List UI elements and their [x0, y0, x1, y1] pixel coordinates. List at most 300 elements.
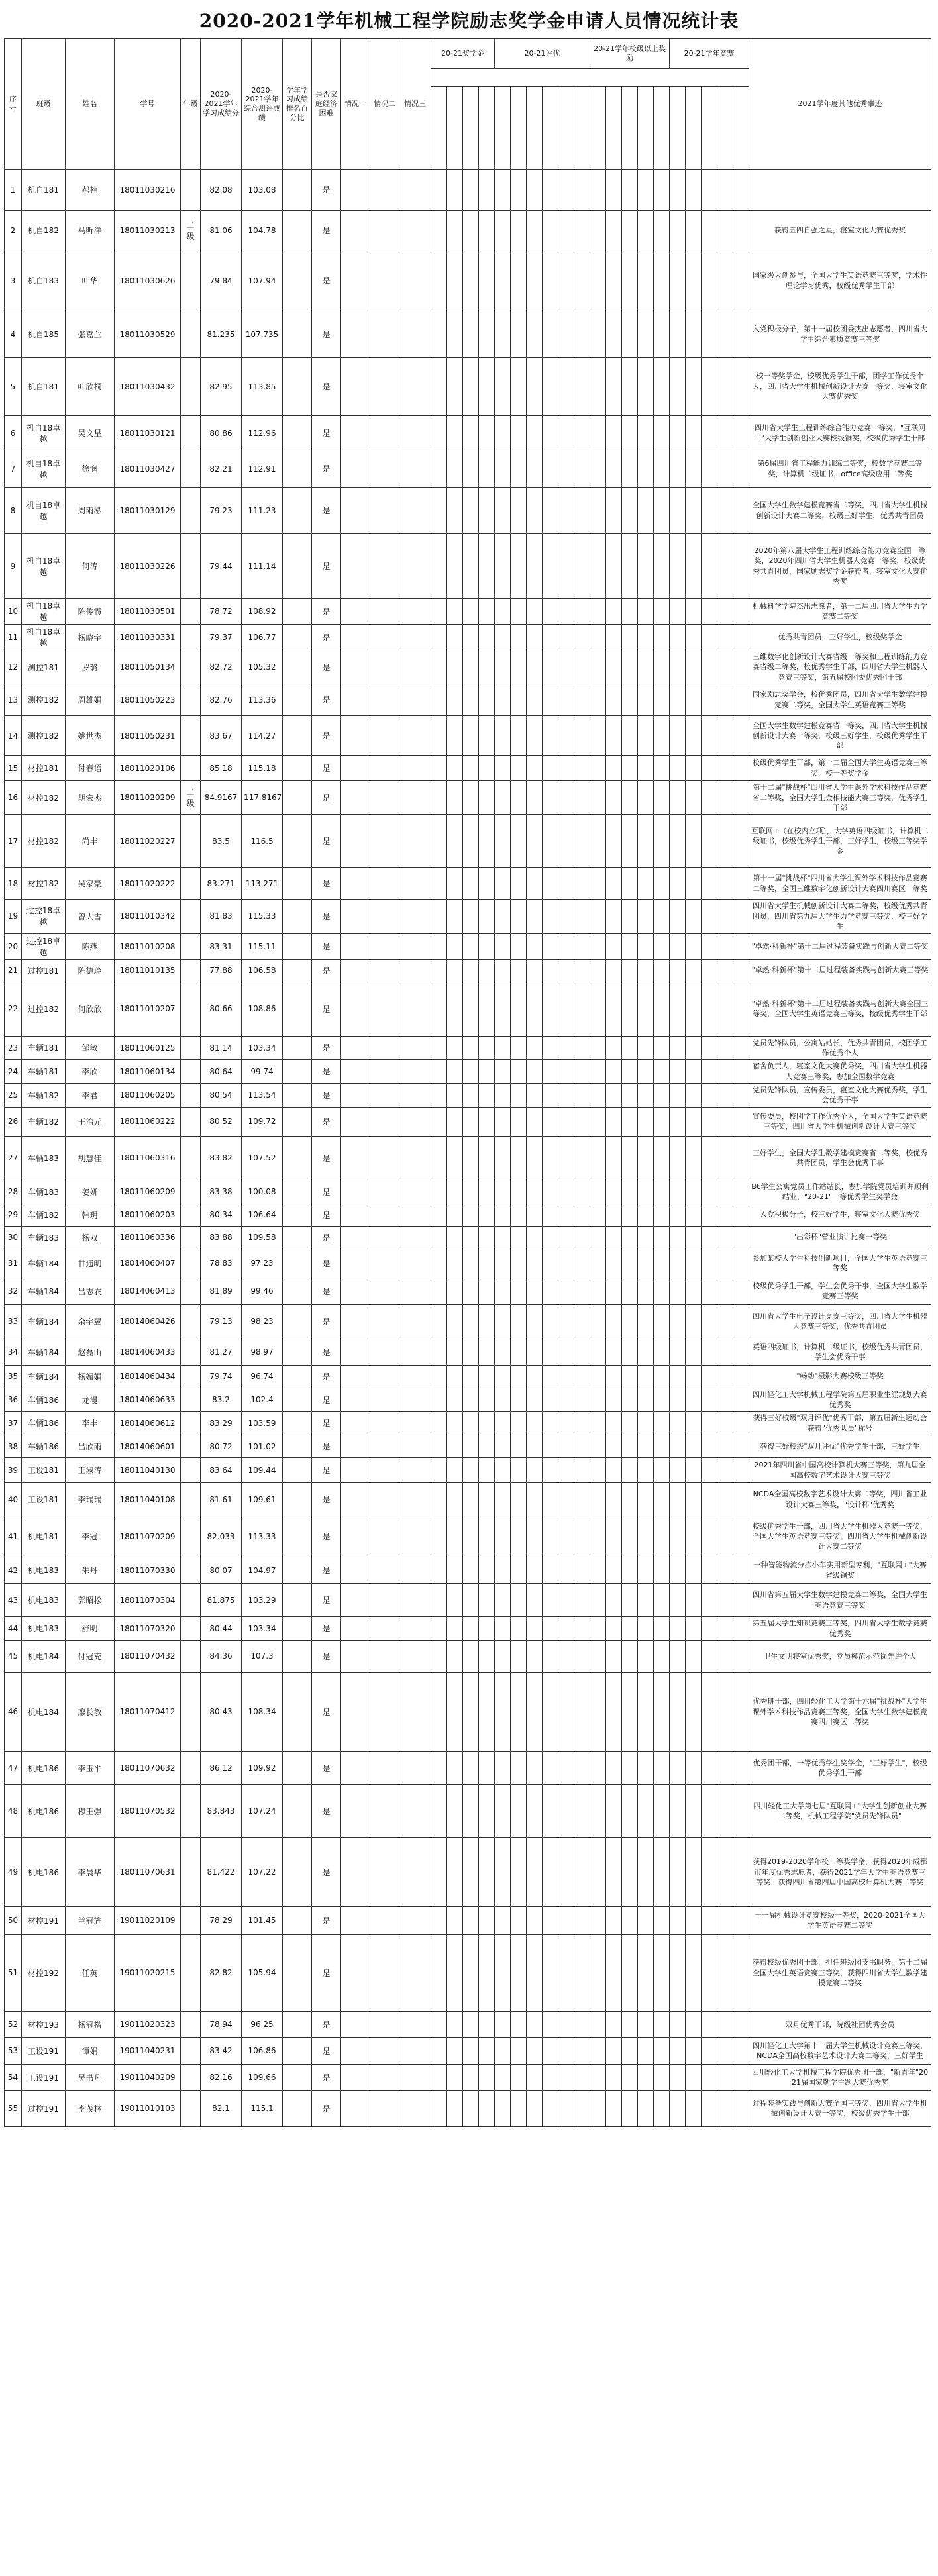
- row-flag-cell: [543, 982, 558, 1036]
- row-flag-cell: [590, 1516, 606, 1557]
- row-class: 机电184: [22, 1640, 66, 1672]
- row-flag-cell: [638, 900, 654, 933]
- row-flag-cell: [733, 2011, 749, 2037]
- row-class: 车辆184: [22, 1304, 66, 1339]
- row-flag-cell: [733, 1617, 749, 1641]
- row-flag-cell: [590, 1084, 606, 1108]
- row-comprehensive: 115.11: [242, 933, 283, 959]
- row-flag-cell: [638, 1751, 654, 1784]
- row-difficulty: 是: [312, 170, 341, 211]
- row-flag-cell: [479, 1084, 495, 1108]
- row-flag-cell: [717, 684, 733, 716]
- row-seq: 5: [5, 358, 22, 416]
- row-flag-cell: [638, 1388, 654, 1412]
- header-group-honor: 20-21评优: [495, 39, 590, 69]
- table-row: [5, 450, 931, 488]
- row-flag-cell: [622, 450, 638, 488]
- row-flag-cell: [495, 1483, 511, 1516]
- row-award-text: 2021年四川省中国高校计算机大赛三等奖，第九届全国高校数字艺术设计大赛三等奖: [749, 1458, 931, 1483]
- row-flag-cell: [670, 1249, 686, 1278]
- row-flag-cell: [447, 2011, 463, 2037]
- row-seq: 35: [5, 1365, 22, 1388]
- row-name: 甘通明: [66, 1249, 115, 1278]
- row-difficulty: 是: [312, 1435, 341, 1458]
- row-flag-cell: [447, 781, 463, 815]
- row-flag-cell: [431, 534, 447, 599]
- row-flag-cell: [511, 2037, 527, 2064]
- row-flag-cell: [463, 1412, 479, 1435]
- row-flag-cell: [543, 1784, 558, 1837]
- row-year: [181, 1640, 201, 1672]
- row-flag-cell: [590, 1483, 606, 1516]
- row-flag-cell: [341, 358, 370, 416]
- row-flag-cell: [511, 1060, 527, 1084]
- row-flag-cell: [717, 1458, 733, 1483]
- row-flag-cell: [622, 1204, 638, 1226]
- row-flag-cell: [399, 1304, 431, 1339]
- row-seq: 34: [5, 1339, 22, 1365]
- row-comprehensive: 111.14: [242, 534, 283, 599]
- row-flag-cell: [558, 488, 574, 534]
- row-flag-cell: [341, 311, 370, 358]
- row-flag-cell: [702, 534, 717, 599]
- row-student-id: 18011070532: [115, 1784, 181, 1837]
- row-flag-cell: [511, 1837, 527, 1906]
- row-rank: [283, 756, 312, 781]
- row-comprehensive: 112.96: [242, 416, 283, 450]
- row-year: [181, 1751, 201, 1784]
- row-flag-cell: [574, 1672, 590, 1751]
- row-flag-cell: [370, 1458, 399, 1483]
- row-difficulty: 是: [312, 1136, 341, 1180]
- row-name: 李君: [66, 1084, 115, 1108]
- row-flag-cell: [670, 488, 686, 534]
- row-seq: 26: [5, 1107, 22, 1136]
- row-flag-cell: [686, 534, 702, 599]
- row-flag-cell: [341, 1640, 370, 1672]
- row-student-id: 18011030331: [115, 625, 181, 650]
- row-flag-cell: [558, 1304, 574, 1339]
- header-col-c: 情况三: [399, 39, 431, 170]
- row-flag-cell: [574, 534, 590, 599]
- row-flag-cell: [399, 599, 431, 625]
- row-flag-cell: [686, 1412, 702, 1435]
- row-flag-cell: [717, 1180, 733, 1204]
- row-flag-cell: [399, 1483, 431, 1516]
- row-class: 车辆181: [22, 1036, 66, 1060]
- row-flag-cell: [670, 1388, 686, 1412]
- row-name: 李晨华: [66, 1837, 115, 1906]
- row-class: 材控192: [22, 1934, 66, 2011]
- row-flag-cell: [399, 1435, 431, 1458]
- row-rank: [283, 2011, 312, 2037]
- row-flag-cell: [341, 868, 370, 900]
- row-flag-cell: [431, 311, 447, 358]
- row-flag-cell: [686, 211, 702, 250]
- row-award-text: 国家励志奖学金，校优秀团员，四川省大学生数学建模竞赛二等奖，全国大学生英语竞赛三等奖: [749, 684, 931, 716]
- row-rank: [283, 1180, 312, 1204]
- row-flag-cell: [495, 1204, 511, 1226]
- row-class: 材控181: [22, 756, 66, 781]
- row-flag-cell: [702, 1204, 717, 1226]
- row-flag-cell: [638, 1226, 654, 1249]
- row-flag-cell: [527, 1388, 543, 1412]
- row-flag-cell: [558, 982, 574, 1036]
- row-flag-cell: [702, 1304, 717, 1339]
- row-flag-cell: [574, 1435, 590, 1458]
- row-class: 车辆186: [22, 1388, 66, 1412]
- row-comprehensive: 109.61: [242, 1483, 283, 1516]
- row-flag-cell: [702, 1584, 717, 1617]
- row-flag-cell: [479, 416, 495, 450]
- row-flag-cell: [463, 1226, 479, 1249]
- row-award-text: 英语四级证书，计算机二级证书，校级优秀共青团员，学生会优秀干事: [749, 1339, 931, 1365]
- row-award-text: 入党积极分子，校三好学生，寝室文化大赛优秀奖: [749, 1204, 931, 1226]
- table-row: [5, 416, 931, 450]
- row-flag-cell: [702, 170, 717, 211]
- row-flag-cell: [654, 1617, 670, 1641]
- row-gpa: 81.875: [201, 1584, 242, 1617]
- row-flag-cell: [399, 1784, 431, 1837]
- row-flag-cell: [702, 311, 717, 358]
- row-flag-cell: [590, 756, 606, 781]
- row-flag-cell: [590, 2011, 606, 2037]
- row-flag-cell: [447, 2037, 463, 2064]
- row-flag-cell: [622, 311, 638, 358]
- row-comprehensive: 103.34: [242, 1617, 283, 1641]
- row-flag-cell: [702, 1339, 717, 1365]
- row-flag-cell: [654, 170, 670, 211]
- row-flag-cell: [574, 1837, 590, 1906]
- row-flag-cell: [702, 2090, 717, 2126]
- row-flag-cell: [341, 2090, 370, 2126]
- row-flag-cell: [686, 1249, 702, 1278]
- row-flag-cell: [606, 868, 622, 900]
- row-gpa: 83.88: [201, 1226, 242, 1249]
- table-row: [5, 2064, 931, 2090]
- row-flag-cell: [590, 170, 606, 211]
- row-flag-cell: [558, 1640, 574, 1672]
- row-flag-cell: [686, 625, 702, 650]
- row-award-text: 获得三好校级"双月评优"优秀干部，第五届新生运动会获得"优秀队员"称号: [749, 1412, 931, 1435]
- row-comprehensive: 97.23: [242, 1249, 283, 1278]
- row-gpa: 80.54: [201, 1084, 242, 1108]
- row-seq: 14: [5, 716, 22, 756]
- row-flag-cell: [399, 1084, 431, 1108]
- row-flag-cell: [654, 534, 670, 599]
- row-gpa: 81.14: [201, 1036, 242, 1060]
- row-flag-cell: [574, 1365, 590, 1388]
- row-seq: 38: [5, 1435, 22, 1458]
- row-flag-cell: [543, 450, 558, 488]
- row-flag-cell: [495, 650, 511, 684]
- row-name: 李瑞瑞: [66, 1483, 115, 1516]
- row-flag-cell: [638, 1136, 654, 1180]
- row-flag-cell: [686, 1136, 702, 1180]
- row-flag-cell: [399, 1107, 431, 1136]
- row-flag-cell: [590, 1107, 606, 1136]
- row-difficulty: 是: [312, 1617, 341, 1641]
- row-flag-cell: [590, 534, 606, 599]
- row-flag-cell: [370, 250, 399, 311]
- row-flag-cell: [495, 1934, 511, 2011]
- row-flag-cell: [527, 1584, 543, 1617]
- row-flag-cell: [447, 1516, 463, 1557]
- row-seq: 30: [5, 1226, 22, 1249]
- row-flag-cell: [606, 1339, 622, 1365]
- row-flag-cell: [527, 2090, 543, 2126]
- row-flag-cell: [686, 2090, 702, 2126]
- row-flag-cell: [717, 1557, 733, 1584]
- row-flag-cell: [495, 599, 511, 625]
- row-year: [181, 1584, 201, 1617]
- row-flag-cell: [717, 1365, 733, 1388]
- row-flag-cell: [543, 1557, 558, 1584]
- row-flag-cell: [654, 756, 670, 781]
- row-award-text: 获得三好校级"双月评优"优秀学生干部，三好学生: [749, 1435, 931, 1458]
- row-flag-cell: [702, 2064, 717, 2090]
- row-flag-cell: [686, 1458, 702, 1483]
- row-flag-cell: [479, 1751, 495, 1784]
- row-award-text: "卓然·科新杯"第十二届过程装备实践与创新大赛二等奖: [749, 933, 931, 959]
- row-name: 舒明: [66, 1617, 115, 1641]
- row-seq: 28: [5, 1180, 22, 1204]
- row-student-id: 18011040130: [115, 1458, 181, 1483]
- row-comprehensive: 109.44: [242, 1458, 283, 1483]
- row-flag-cell: [543, 1304, 558, 1339]
- row-flag-cell: [399, 1617, 431, 1641]
- row-flag-cell: [527, 1516, 543, 1557]
- row-seq: 48: [5, 1784, 22, 1837]
- row-flag-cell: [543, 1483, 558, 1516]
- row-flag-cell: [686, 1204, 702, 1226]
- row-flag-cell: [558, 534, 574, 599]
- header-subcol: [463, 87, 479, 170]
- row-gpa: 80.64: [201, 1060, 242, 1084]
- row-rank: [283, 1388, 312, 1412]
- row-flag-cell: [574, 1483, 590, 1516]
- row-flag-cell: [463, 358, 479, 416]
- row-gpa: 83.2: [201, 1388, 242, 1412]
- row-name: 郭昭松: [66, 1584, 115, 1617]
- row-flag-cell: [479, 625, 495, 650]
- row-flag-cell: [654, 900, 670, 933]
- row-flag-cell: [717, 815, 733, 868]
- row-flag-cell: [654, 781, 670, 815]
- row-flag-cell: [527, 815, 543, 868]
- row-difficulty: 是: [312, 211, 341, 250]
- row-name: 赵磊山: [66, 1339, 115, 1365]
- row-rank: [283, 933, 312, 959]
- row-name: 周雨泓: [66, 488, 115, 534]
- row-flag-cell: [590, 933, 606, 959]
- row-class: 车辆182: [22, 1084, 66, 1108]
- table-row: [5, 1304, 931, 1339]
- row-class: 测控181: [22, 650, 66, 684]
- row-flag-cell: [590, 488, 606, 534]
- row-difficulty: 是: [312, 2090, 341, 2126]
- row-student-id: 18011070209: [115, 1516, 181, 1557]
- row-gpa: 83.31: [201, 933, 242, 959]
- row-flag-cell: [447, 650, 463, 684]
- row-student-id: 19011020215: [115, 1934, 181, 2011]
- row-flag-cell: [670, 1906, 686, 1934]
- row-class: 机自183: [22, 250, 66, 311]
- row-flag-cell: [341, 716, 370, 756]
- row-seq: 52: [5, 2011, 22, 2037]
- row-flag-cell: [527, 1640, 543, 1672]
- row-student-id: 18011070304: [115, 1584, 181, 1617]
- row-flag-cell: [622, 868, 638, 900]
- row-flag-cell: [733, 1060, 749, 1084]
- row-name: 吴家豪: [66, 868, 115, 900]
- row-flag-cell: [606, 450, 622, 488]
- row-flag-cell: [479, 716, 495, 756]
- row-gpa: 82.16: [201, 2064, 242, 2090]
- row-flag-cell: [733, 1204, 749, 1226]
- row-flag-cell: [590, 1204, 606, 1226]
- row-flag-cell: [495, 756, 511, 781]
- row-flag-cell: [543, 933, 558, 959]
- row-flag-cell: [431, 1837, 447, 1906]
- row-flag-cell: [399, 684, 431, 716]
- row-flag-cell: [606, 1640, 622, 1672]
- row-flag-cell: [370, 1837, 399, 1906]
- row-flag-cell: [431, 1412, 447, 1435]
- row-year: [181, 416, 201, 450]
- row-flag-cell: [686, 2064, 702, 2090]
- row-rank: [283, 982, 312, 1036]
- table-row: [5, 1249, 931, 1278]
- row-flag-cell: [495, 1388, 511, 1412]
- row-flag-cell: [527, 1934, 543, 2011]
- row-flag-cell: [606, 959, 622, 982]
- row-student-id: 18014060612: [115, 1412, 181, 1435]
- row-flag-cell: [590, 900, 606, 933]
- row-flag-cell: [543, 1458, 558, 1483]
- row-seq: 39: [5, 1458, 22, 1483]
- row-flag-cell: [702, 2011, 717, 2037]
- row-flag-cell: [558, 625, 574, 650]
- row-flag-cell: [447, 534, 463, 599]
- row-flag-cell: [558, 358, 574, 416]
- row-flag-cell: [341, 815, 370, 868]
- row-flag-cell: [479, 1435, 495, 1458]
- row-student-id: 18011030626: [115, 250, 181, 311]
- row-flag-cell: [606, 1412, 622, 1435]
- row-class: 过控18卓越: [22, 900, 66, 933]
- row-name: 谭娟: [66, 2037, 115, 2064]
- row-flag-cell: [543, 1226, 558, 1249]
- row-flag-cell: [574, 625, 590, 650]
- row-flag-cell: [431, 1365, 447, 1388]
- row-flag-cell: [495, 1458, 511, 1483]
- row-flag-cell: [622, 650, 638, 684]
- row-flag-cell: [558, 1388, 574, 1412]
- header-subcol: [622, 87, 638, 170]
- table-row: [5, 933, 931, 959]
- row-flag-cell: [527, 211, 543, 250]
- row-year: [181, 1458, 201, 1483]
- row-flag-cell: [622, 170, 638, 211]
- row-flag-cell: [670, 2064, 686, 2090]
- row-flag-cell: [495, 450, 511, 488]
- row-flag-cell: [543, 959, 558, 982]
- row-flag-cell: [370, 211, 399, 250]
- header-subcol: [447, 87, 463, 170]
- row-gpa: 81.06: [201, 211, 242, 250]
- row-comprehensive: 116.5: [242, 815, 283, 868]
- row-flag-cell: [511, 1388, 527, 1412]
- row-flag-cell: [463, 1435, 479, 1458]
- row-flag-cell: [511, 1249, 527, 1278]
- row-flag-cell: [447, 250, 463, 311]
- row-flag-cell: [341, 684, 370, 716]
- row-flag-cell: [670, 358, 686, 416]
- row-rank: [283, 1339, 312, 1365]
- row-flag-cell: [574, 1784, 590, 1837]
- row-flag-cell: [702, 416, 717, 450]
- row-gpa: 83.29: [201, 1412, 242, 1435]
- table-row: [5, 815, 931, 868]
- row-class: 过控191: [22, 2090, 66, 2126]
- row-flag-cell: [370, 684, 399, 716]
- row-flag-cell: [463, 2090, 479, 2126]
- row-flag-cell: [638, 1837, 654, 1906]
- row-flag-cell: [370, 1226, 399, 1249]
- row-year: [181, 1339, 201, 1365]
- table-row: [5, 1180, 931, 1204]
- row-flag-cell: [558, 1934, 574, 2011]
- row-student-id: 18011010207: [115, 982, 181, 1036]
- header-subcol: [511, 87, 527, 170]
- row-flag-cell: [543, 1365, 558, 1388]
- row-flag-cell: [717, 358, 733, 416]
- row-flag-cell: [670, 1278, 686, 1304]
- row-flag-cell: [622, 1136, 638, 1180]
- row-flag-cell: [622, 211, 638, 250]
- row-flag-cell: [447, 599, 463, 625]
- row-flag-cell: [543, 1036, 558, 1060]
- row-flag-cell: [733, 716, 749, 756]
- row-flag-cell: [654, 1751, 670, 1784]
- row-rank: [283, 1204, 312, 1226]
- row-gpa: 81.89: [201, 1278, 242, 1304]
- row-seq: 9: [5, 534, 22, 599]
- row-flag-cell: [527, 170, 543, 211]
- row-seq: 25: [5, 1084, 22, 1108]
- row-flag-cell: [574, 1584, 590, 1617]
- row-flag-cell: [590, 1640, 606, 1672]
- row-flag-cell: [341, 534, 370, 599]
- row-difficulty: 是: [312, 684, 341, 716]
- row-flag-cell: [341, 1388, 370, 1412]
- row-flag-cell: [622, 1388, 638, 1412]
- row-flag-cell: [702, 684, 717, 716]
- row-flag-cell: [574, 868, 590, 900]
- row-flag-cell: [606, 1934, 622, 2011]
- header-subcol: [558, 87, 574, 170]
- row-flag-cell: [511, 868, 527, 900]
- row-flag-cell: [590, 982, 606, 1036]
- row-gpa: 82.82: [201, 1934, 242, 2011]
- row-flag-cell: [590, 1249, 606, 1278]
- row-difficulty: 是: [312, 716, 341, 756]
- row-flag-cell: [702, 1036, 717, 1060]
- row-name: 李冠: [66, 1516, 115, 1557]
- row-flag-cell: [574, 2090, 590, 2126]
- row-comprehensive: 114.27: [242, 716, 283, 756]
